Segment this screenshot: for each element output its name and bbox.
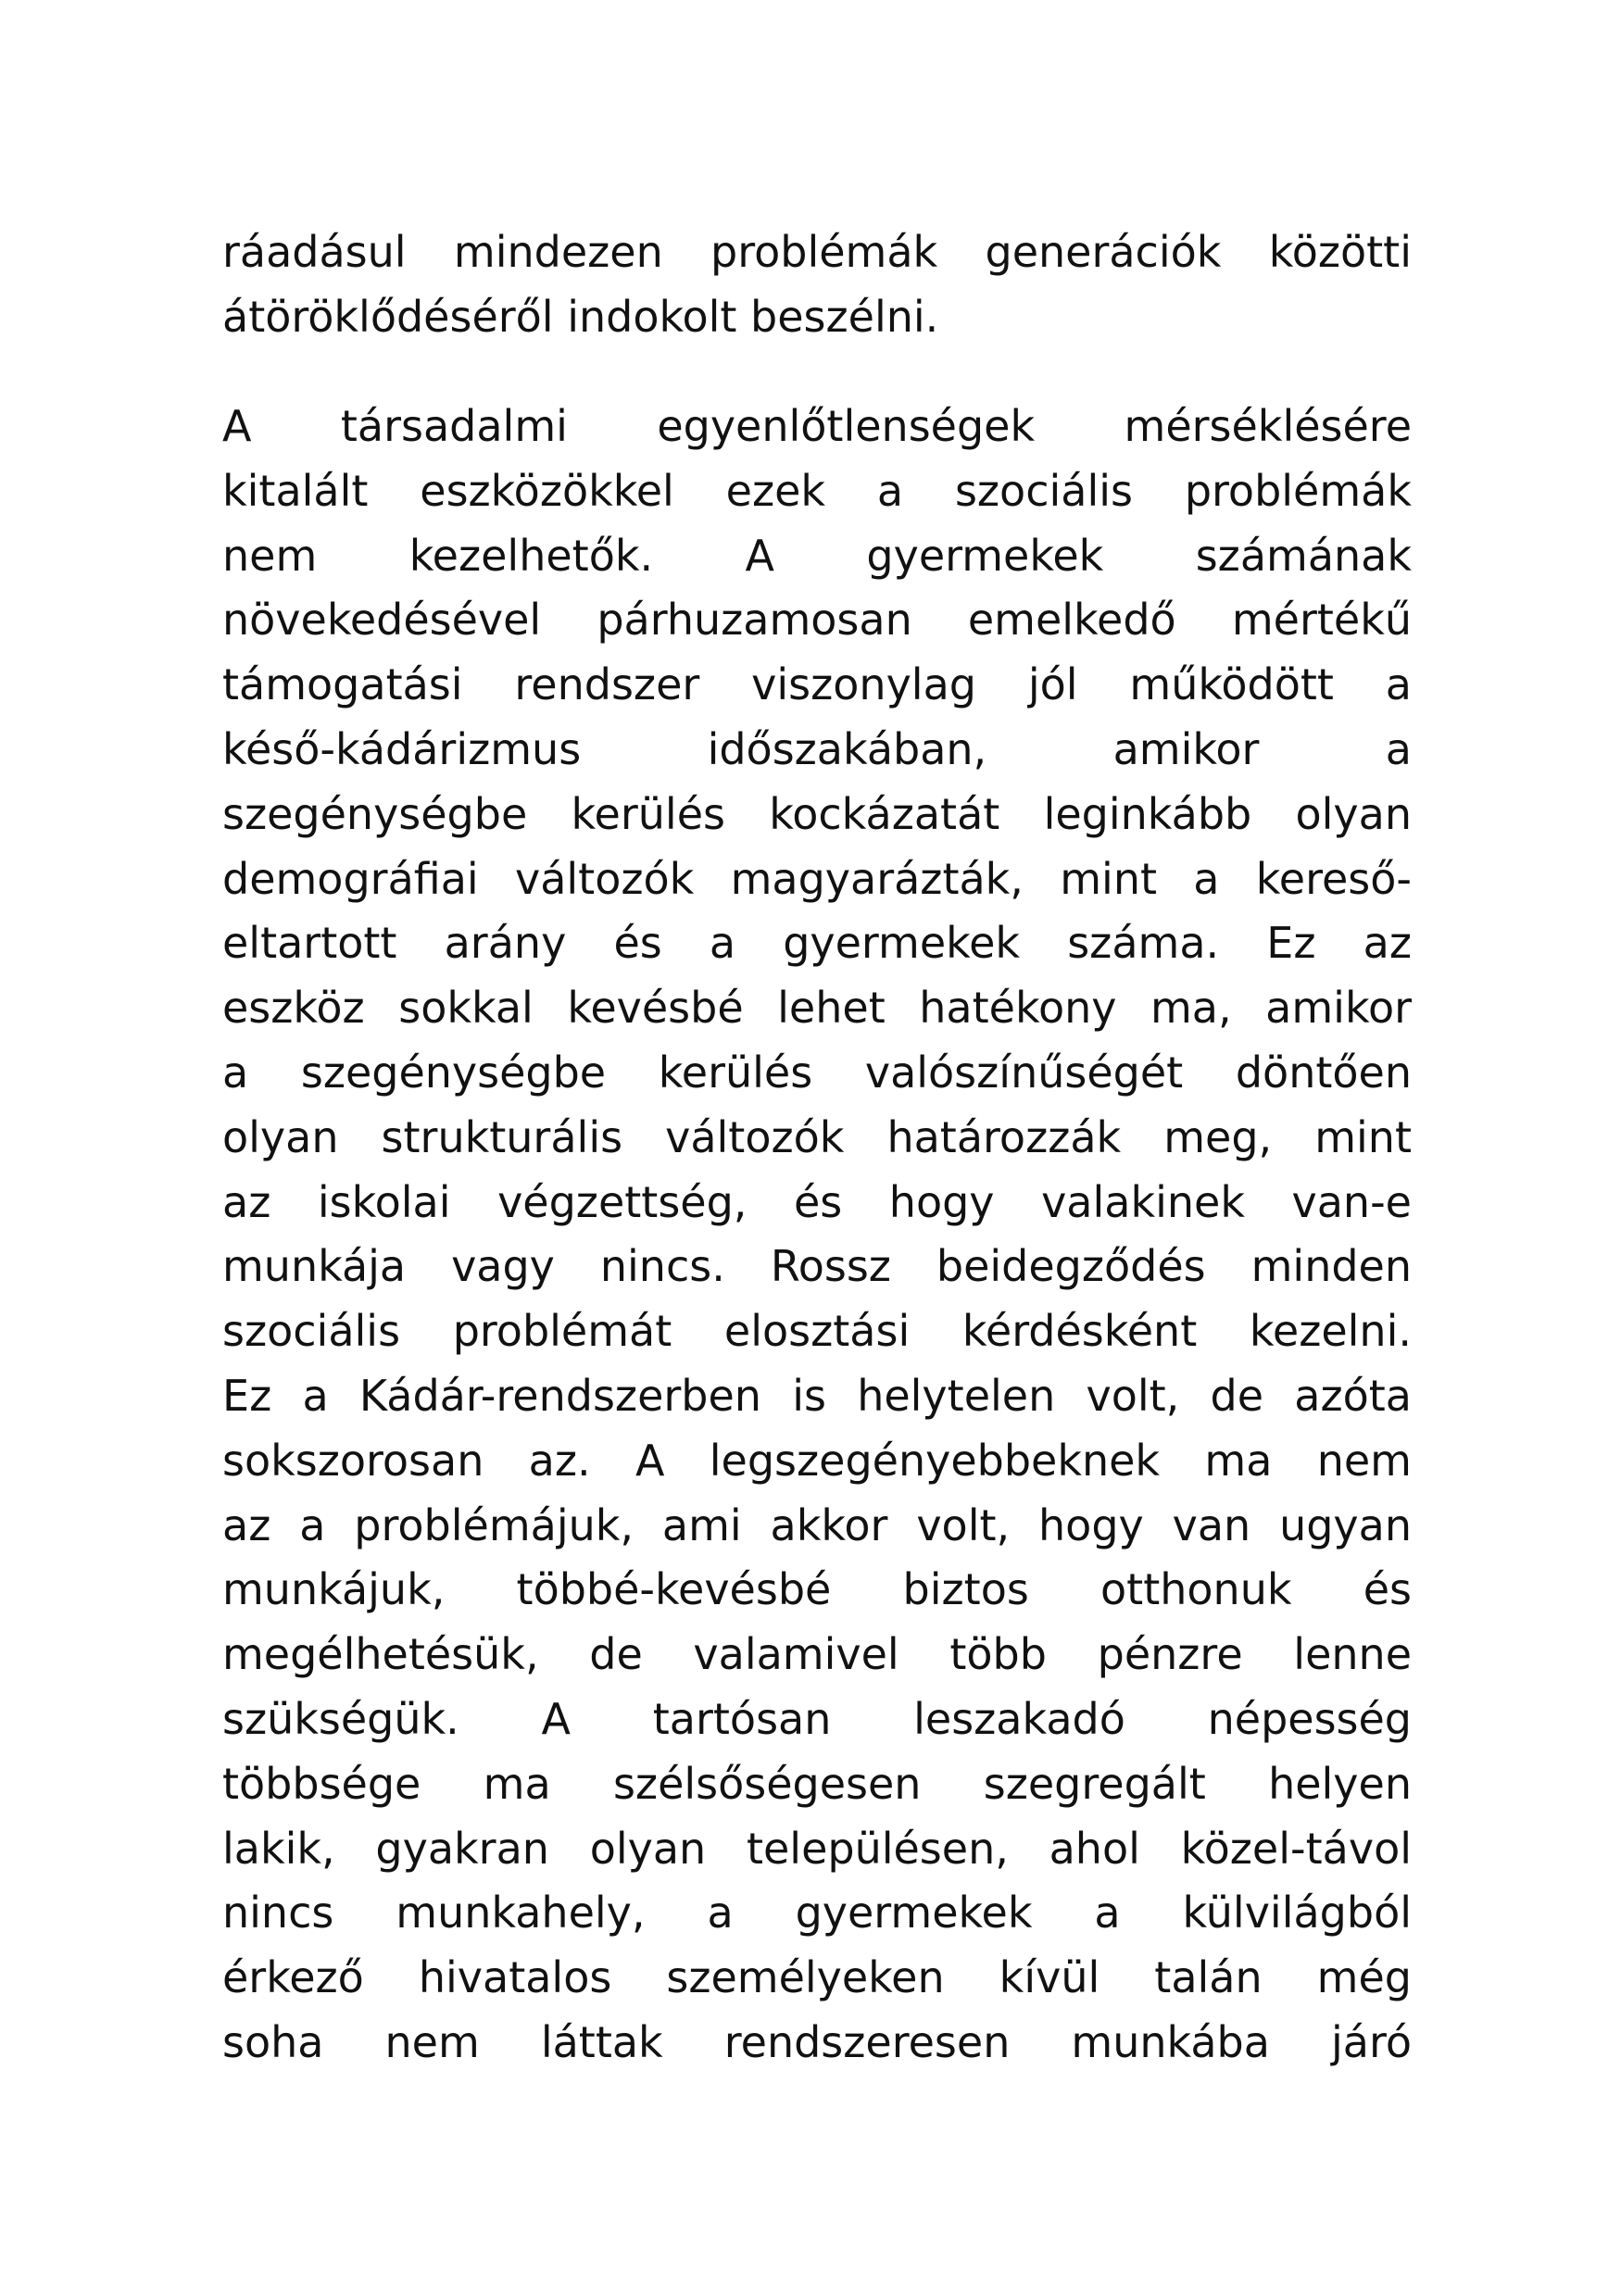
text-line: Ez a Kádár-rendszerben is helytelen volt, de azóta (222, 1370, 1412, 1421)
text-line: eszköz sokkal kevésbé lehet hatékony ma, amikor (222, 983, 1412, 1034)
text-line: demográfiai változók magyarázták, mint a kereső- (222, 853, 1412, 904)
text-line: érkező hivatalos személyeken kívül talán még (222, 1952, 1412, 2003)
text-line: eltartott arány és a gyermekek száma. Ez az (222, 918, 1412, 969)
text-line: megélhetésük, de valamivel több pénzre lenne (222, 1629, 1412, 1680)
text-line: A társadalmi egyenlőtlenségek mérséklésére (222, 401, 1412, 451)
text-line: lakik, gyakran olyan településen, ahol közel-távol (222, 1823, 1412, 1874)
text-line: nincs munkahely, a gyermekek a külvilágból (222, 1888, 1412, 1938)
text-line: nem kezelhetők. A gyermekek számának (222, 530, 1412, 581)
text-line: soha nem láttak rendszeresen munkába járó (222, 2016, 1412, 2067)
paragraph-1 (222, 220, 1412, 350)
text-line: átöröklődéséről indokolt beszélni. (222, 291, 939, 342)
paragraph-2 (222, 395, 1412, 2076)
text-line: szükségük. A tartósan leszakadó népesség (222, 1693, 1412, 1744)
text-line: ráadásul mindezen problémák generációk közötti (222, 227, 1412, 277)
text-line: többsége ma szélsőségesen szegregált helyen (222, 1758, 1412, 1809)
text-line: a szegénységbe kerülés valószínűségét döntően (222, 1047, 1412, 1098)
text-line: támogatási rendszer viszonylag jól működött a (222, 659, 1412, 710)
text-line: munkája vagy nincs. Rossz beidegződés minden (222, 1241, 1412, 1292)
text-line: szociális problémát elosztási kérdésként kezelni. (222, 1306, 1412, 1357)
text-line: az a problémájuk, ami akkor volt, hogy van ugyan (222, 1499, 1412, 1550)
text-line: növekedésével párhuzamosan emelkedő mértékű (222, 595, 1412, 646)
text-line: sokszorosan az. A legszegényebbeknek ma nem (222, 1435, 1412, 1486)
text-line: munkájuk, többé-kevésbé biztos otthonuk és (222, 1564, 1412, 1615)
text-line: szegénységbe kerülés kockázatát leginkább olyan (222, 788, 1412, 839)
text-line: kitalált eszközökkel ezek a szociális problémák (222, 465, 1412, 516)
text-line: olyan strukturális változók határozzák meg, mint (222, 1111, 1412, 1162)
text-line: késő-kádárizmus időszakában, amikor a (222, 723, 1412, 774)
text-line: az iskolai végzettség, és hogy valakinek van-e (222, 1176, 1412, 1227)
